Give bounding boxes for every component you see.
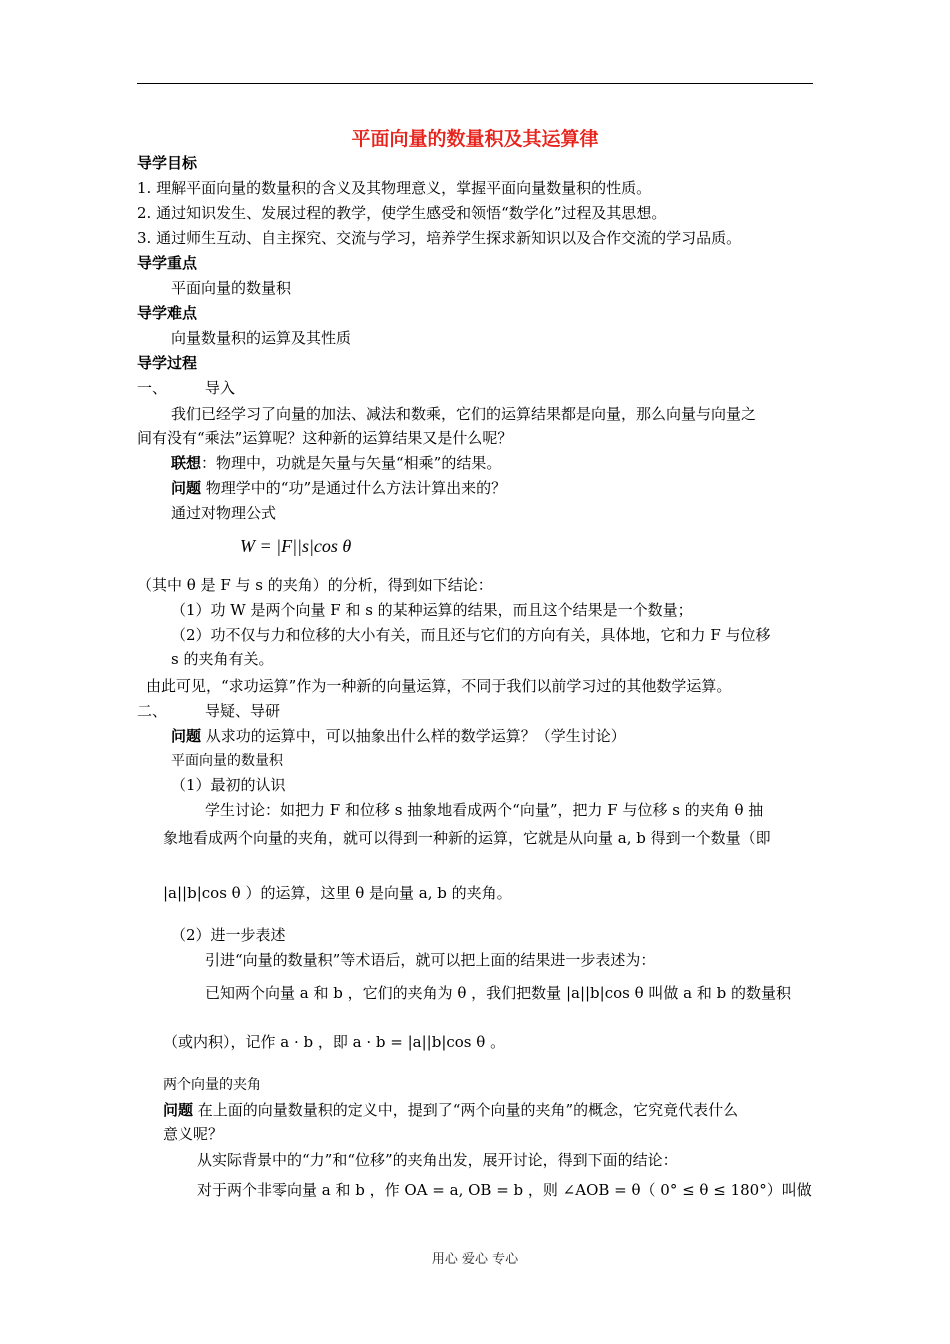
focus-heading: 导学重点 [137, 254, 198, 272]
part2-question-line [171, 726, 626, 746]
subheading-dot-product: 平面向量的数量积 [171, 753, 283, 769]
page-footer: 用心 爱心 专心 [431, 1252, 519, 1267]
part2-question-label: 问题 [171, 727, 202, 745]
question-text: 物理学中的“功”是通过什么方法计算出来的？ [201, 479, 507, 497]
page-title: 平面向量的数量积及其运算律 [351, 128, 599, 150]
question-line [171, 478, 506, 498]
subsection-1-line3: |a||b|cos θ ）的运算，这里 θ 是向量 a, b 的夹角。 [163, 884, 512, 902]
subsection-1-line2: 象地看成两个向量的夹角，就可以得到一种新的运算，它就是从向量 a, b 得到一个数量（即 [163, 829, 771, 847]
intro-paragraph-line1: 我们已经学习了向量的加法、减法和数乘，它们的运算结果都是向量，那么向量与向量之 [171, 405, 757, 423]
header-rule [137, 83, 813, 84]
subheading-vector-angle: 两个向量的夹角 [163, 1077, 261, 1093]
subsection-1-title: （1）最初的认识 [171, 776, 286, 794]
angle-question-text: 在上面的向量数量积的定义中，提到了“两个向量的夹角”的概念，它究竟代表什么 [193, 1101, 739, 1119]
goal-item-3: 3. 通过师生互动、自主探究、交流与学习，培养学生探求新知识以及合作交流的学习品质。 [137, 229, 742, 247]
question-label: 问题 [171, 479, 202, 497]
formula-intro: 通过对物理公式 [171, 504, 277, 522]
work-formula: W = |F||s|cos θ [240, 536, 352, 556]
subsection-2-line1: 引进“向量的数量积”等术语后，就可以把上面的结果进一步表述为： [205, 951, 656, 969]
focus-text: 平面向量的数量积 [171, 279, 292, 297]
analysis-line: （其中 θ 是 F 与 s 的夹角）的分析，得到如下结论： [137, 576, 493, 594]
part1-number: 一、 [137, 379, 168, 397]
difficulty-heading: 导学难点 [137, 304, 198, 322]
subsection-1-line1: 学生讨论：如把力 F 和位移 s 抽象地看成两个“向量”，把力 F 与位移 s 的夹角 θ 抽 [205, 801, 764, 819]
subsection-2-title: （2）进一步表述 [171, 926, 286, 944]
goals-heading: 导学目标 [137, 154, 198, 172]
conclusion-paragraph: 由此可见，“求功运算”作为一种新的向量运算，不同于我们以前学习过的其他数学运算。 [146, 677, 732, 695]
part2-question-text: 从求功的运算中，可以抽象出什么样的数学运算？（学生讨论） [201, 727, 626, 745]
subsection-2-line2: 已知两个向量 a 和 b ，它们的夹角为 θ ，我们把数量 |a||b|cos θ 叫做 a 和 b 的数量积 [205, 984, 792, 1002]
angle-discussion-line1: 从实际背景中的“力”和“位移”的夹角出发，展开讨论，得到下面的结论： [197, 1151, 678, 1169]
angle-question-label: 问题 [163, 1101, 194, 1119]
part2-number: 二、 [137, 702, 168, 720]
conclusion-item-2-line1: （2）功不仅与力和位移的大小有关，而且还与它们的方向有关，具体地，它和力 F 与位移 [171, 626, 771, 644]
process-heading: 导学过程 [137, 354, 198, 372]
angle-question-line2: 意义呢？ [163, 1125, 224, 1143]
part1-title: 导入 [205, 379, 236, 397]
angle-discussion-line2: 对于两个非零向量 a 和 b ，作 OA = a, OB = b ，则 ∠AOB = θ（ 0° ≤ θ ≤ 180°）叫做 [197, 1181, 812, 1199]
subsection-2-line3: （或内积），记作 a · b ，即 a · b = |a||b|cos θ 。 [163, 1033, 506, 1051]
goal-item-2: 2. 通过知识发生、发展过程的教学，使学生感受和领悟“数学化”过程及其思想。 [137, 204, 667, 222]
association-text: ：物理中，功就是矢量与矢量“相乘”的结果。 [201, 454, 502, 472]
conclusion-item-1: （1）功 W 是两个向量 F 和 s 的某种运算的结果，而且这个结果是一个数量； [171, 601, 693, 619]
conclusion-item-2-line2: s 的夹角有关。 [171, 650, 274, 668]
goal-item-1: 1. 理解平面向量的数量积的含义及其物理意义，掌握平面向量数量积的性质。 [137, 179, 652, 197]
intro-paragraph-line2: 间有没有“乘法”运算呢？这种新的运算结果又是什么呢？ [137, 429, 513, 447]
part2-title: 导疑、导研 [205, 702, 281, 720]
association-label: 联想 [171, 454, 202, 472]
angle-question-line1 [163, 1100, 738, 1120]
association-line [171, 453, 501, 473]
difficulty-text: 向量数量积的运算及其性质 [171, 329, 352, 347]
